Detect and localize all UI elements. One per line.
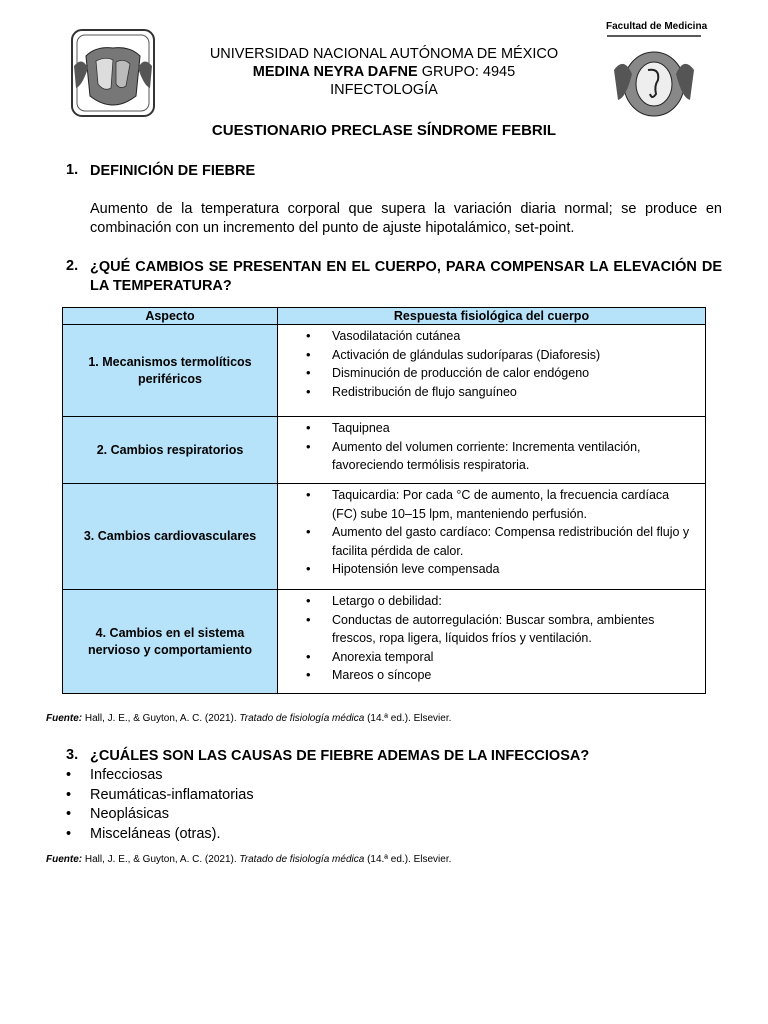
- response-item: • Redistribución de flujo sanguíneo: [332, 383, 697, 402]
- response-item: • Letargo o debilidad:: [332, 592, 697, 611]
- list-item: • Misceláneas (otras).: [66, 825, 254, 845]
- response-item: • Conductas de autorregulación: Buscar sombra, ambientes frescos, ropa ligera, líquidos fríos y ventilación.: [332, 611, 697, 648]
- aspect-cell: 1. Mecanismos termolíticos periféricos: [63, 325, 278, 417]
- group-label: GRUPO: 4945: [421, 64, 516, 80]
- response-item: • Aumento del gasto cardíaco: Compensa redistribución del flujo y facilita pérdida de calor.: [332, 523, 697, 560]
- aspect-cell: 4. Cambios en el sistema nervioso y comportamiento: [63, 590, 278, 694]
- logo-caption: Facultad de Medicina: [606, 21, 708, 32]
- aspect-cell: 3. Cambios cardiovasculares: [63, 484, 278, 590]
- document-header: [160, 45, 608, 99]
- source-edition: (14.ª ed.). Elsevier.: [367, 713, 452, 724]
- q2-question: ¿QUÉ CAMBIOS SE PRESENTAN EN EL CUERPO, PARA COMPENSAR LA ELEVACIÓN DE LA TEMPERATURA?: [90, 259, 722, 294]
- response-item: • Activación de glándulas sudoríparas (Diaforesis): [332, 346, 697, 365]
- source-label: Fuente:: [46, 713, 83, 724]
- unam-seal-logo: [66, 26, 160, 120]
- facultad-medicina-logo: [604, 20, 708, 120]
- source-citation: [46, 713, 451, 724]
- q3-question: ¿CUÁLES SON LAS CAUSAS DE FIEBRE ADEMAS DE LA INFECCIOSA?: [90, 748, 590, 764]
- q2-number: 2.: [66, 258, 79, 274]
- causes-list: [66, 766, 254, 844]
- source-citation: [46, 854, 451, 865]
- source-authors: Hall, J. E., & Guyton, A. C. (2021).: [84, 713, 237, 724]
- response-cell: [278, 417, 706, 484]
- response-item: • Taquipnea: [332, 419, 697, 438]
- list-item: • Neoplásicas: [66, 805, 254, 825]
- response-cell: [278, 325, 706, 417]
- table-row: [63, 325, 706, 417]
- q1-question: DEFINICIÓN DE FIEBRE: [90, 163, 256, 179]
- table-row: [63, 484, 706, 590]
- response-item: • Aumento del volumen corriente: Incrementa ventilación, favoreciendo termólisis respiratoria.: [332, 438, 697, 475]
- table-header-response: Respuesta fisiológica del cuerpo: [278, 308, 706, 325]
- q1-answer: Aumento de la temperatura corporal que supera la variación diaria normal; se produce en combinación con un incremento del punto de ajuste hipotalámico, set-point.: [90, 201, 722, 236]
- table-row: [63, 590, 706, 694]
- list-item: • Infecciosas: [66, 766, 254, 786]
- source-book: Tratado de fisiología médica: [239, 854, 365, 865]
- student-line: [160, 63, 608, 81]
- response-cell: [278, 590, 706, 694]
- student-name: MEDINA NEYRA DAFNE: [252, 64, 418, 80]
- response-item: • Hipotensión leve compensada: [332, 560, 697, 579]
- response-item: • Vasodilatación cutánea: [332, 327, 697, 346]
- aspect-cell: 2. Cambios respiratorios: [63, 417, 278, 484]
- response-cell: [278, 484, 706, 590]
- source-edition: (14.ª ed.). Elsevier.: [367, 854, 452, 865]
- list-item: • Reumáticas-inflamatorias: [66, 786, 254, 806]
- response-item: • Taquicardia: Por cada °C de aumento, la frecuencia cardíaca (FC) sube 10–15 lpm, manteniendo perfusión.: [332, 486, 697, 523]
- source-authors: Hall, J. E., & Guyton, A. C. (2021).: [84, 854, 237, 865]
- response-item: • Mareos o síncope: [332, 666, 697, 685]
- document-title: CUESTIONARIO PRECLASE SÍNDROME FEBRIL: [211, 122, 557, 139]
- response-item: • Anorexia temporal: [332, 648, 697, 667]
- source-label: Fuente:: [46, 854, 83, 865]
- table-header-aspect: Aspecto: [63, 308, 278, 325]
- q3-number: 3.: [66, 747, 79, 763]
- q1-number: 1.: [66, 162, 79, 178]
- source-book: Tratado de fisiología médica: [239, 713, 365, 724]
- response-item: • Disminución de producción de calor endógeno: [332, 364, 697, 383]
- table-row: [63, 417, 706, 484]
- subject-name: INFECTOLOGÍA: [330, 82, 438, 98]
- physiology-table: [62, 307, 706, 694]
- university-name: UNIVERSIDAD NACIONAL AUTÓNOMA DE MÉXICO: [209, 46, 559, 62]
